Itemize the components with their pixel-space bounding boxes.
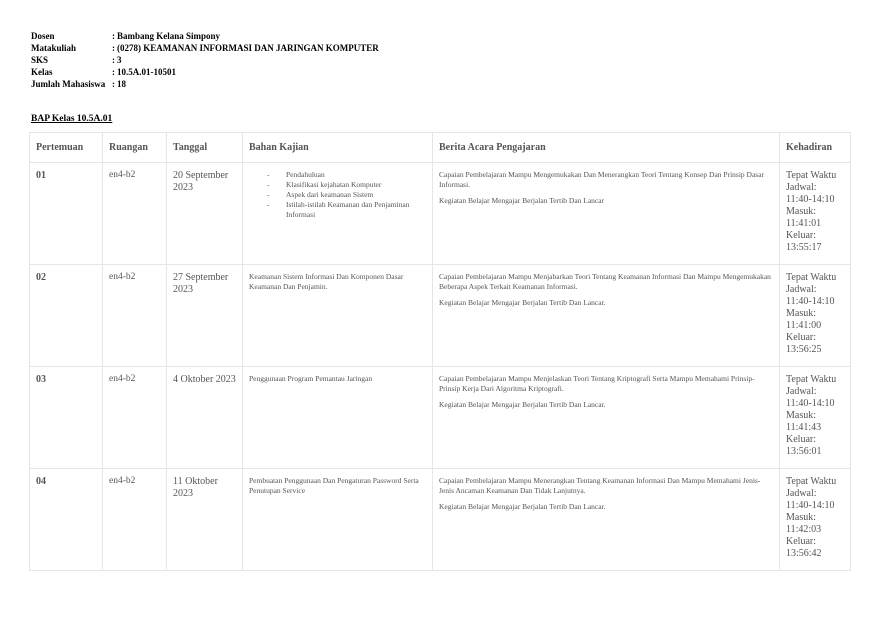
keluar-label: Keluar: [786, 230, 816, 241]
jadwal-label: Jadwal: [786, 284, 817, 295]
masuk-value: 11:41:00 [786, 320, 822, 331]
keluar-label: Keluar: [786, 332, 816, 343]
tanggal-cell: 20 September 2023 [167, 163, 243, 265]
berita-cell [433, 367, 780, 469]
column-header: Kehadiran [780, 133, 851, 163]
column-header: Tanggal [167, 133, 243, 163]
jadwal-value: 11:40-14:10 [786, 296, 835, 307]
keluar-value: 13:56:01 [786, 446, 822, 457]
list-item: - Klasifikasi kejahatan Komputer [267, 180, 426, 190]
keluar-value: 13:56:42 [786, 548, 822, 559]
ruangan-cell: en4-b2 [103, 265, 167, 367]
dosen-row [31, 30, 379, 42]
bahan-cell: Penggunaan Program Pemantau Jaringan [243, 367, 433, 469]
berita-capaian: Capaian Pembelajaran Mampu Mengemukakan Dan Menerangkan Teori Tentang Konsep Dan Prinsip Dasar Informasi. [439, 170, 765, 189]
berita-kegiatan: Kegiatan Belajar Mengajar Berjalan Tertib Dan Lancar. [439, 400, 606, 409]
jadwal-label: Jadwal: [786, 488, 817, 499]
jadwal-label: Jadwal: [786, 182, 817, 193]
kehadiran-cell [780, 469, 851, 571]
jumlah-value: 18 [117, 79, 126, 89]
bahan-cell: Keamanan Sistem Informasi Dan Komponen Dasar Keamanan Dan Penjamin. [243, 265, 433, 367]
tanggal-cell: 11 Oktober 2023 [167, 469, 243, 571]
matkul-value: (0278) KEAMANAN INFORMASI DAN JARINGAN KOMPUTER [117, 43, 379, 53]
dosen-label: Dosen [31, 31, 55, 41]
list-item: - Istilah-istilah Keamanan dan Penjaminan Informasi [267, 200, 426, 220]
sks-label: SKS [31, 55, 49, 65]
berita-cell [433, 469, 780, 571]
berita-capaian: Capaian Pembelajaran Mampu Menjelaskan Teori Tentang Kriptografi Serta Mampu Memahami Prinsip-Prinsip Kerja Dari Algoritma Kriptografi. [439, 374, 755, 393]
table-row [30, 265, 851, 367]
kelas-label: Kelas [31, 67, 53, 77]
kehadiran-status: Tepat Waktu [786, 170, 837, 181]
pertemuan-cell: 03 [30, 367, 103, 469]
tanggal-cell: 27 September 2023 [167, 265, 243, 367]
list-item: - Aspek dari keamanan Sistem [267, 190, 426, 200]
jadwal-value: 11:40-14:10 [786, 194, 835, 205]
berita-kegiatan: Kegiatan Belajar Mengajar Berjalan Tertib Dan Lancar. [439, 502, 606, 511]
list-item: - Pendahuluan [267, 170, 426, 180]
kehadiran-cell [780, 367, 851, 469]
kehadiran-status: Tepat Waktu [786, 374, 837, 385]
kehadiran-status: Tepat Waktu [786, 272, 837, 283]
berita-kegiatan: Kegiatan Belajar Mengajar Berjalan Tertib Dan Lancar [439, 196, 605, 205]
ruangan-cell: en4-b2 [103, 367, 167, 469]
section-title: BAP Kelas 10.5A.01 [31, 114, 113, 124]
course-info [31, 30, 379, 90]
sks-row [31, 54, 379, 66]
jumlah-row [31, 78, 379, 90]
dosen-value: Bambang Kelana Simpony [117, 31, 221, 41]
jadwal-value: 11:40-14:10 [786, 500, 835, 511]
bahan-list [249, 170, 426, 220]
pertemuan-cell: 02 [30, 265, 103, 367]
tanggal-cell: 4 Oktober 2023 [167, 367, 243, 469]
table-row [30, 367, 851, 469]
keluar-label: Keluar: [786, 536, 816, 547]
bap-table [29, 132, 851, 571]
separator: : [112, 55, 115, 65]
berita-cell [433, 163, 780, 265]
separator: : [112, 43, 115, 53]
masuk-value: 11:41:43 [786, 422, 822, 433]
bahan-cell [243, 163, 433, 265]
column-header: Pertemuan [30, 133, 103, 163]
kehadiran-cell [780, 163, 851, 265]
berita-capaian: Capaian Pembelajaran Mampu Menerangkan Tentang Keamanan Informasi Dan Mampu Memahami Jenis-Jenis Ancaman Keamanan Dan Tidak Lanjutnya. [439, 476, 761, 495]
ruangan-cell: en4-b2 [103, 469, 167, 571]
kehadiran-status: Tepat Waktu [786, 476, 837, 487]
masuk-label: Masuk: [786, 308, 816, 319]
pertemuan-cell: 01 [30, 163, 103, 265]
kelas-value: 10.5A.01-10501 [117, 67, 176, 77]
masuk-label: Masuk: [786, 512, 816, 523]
berita-capaian: Capaian Pembelajaran Mampu Menjabarkan Teori Tentang Keamanan Informasi Dan Mampu Mengemukakan Beberapa Aspek Terkait Keamanan Informasi. [439, 272, 771, 291]
masuk-value: 11:41:01 [786, 218, 822, 229]
kehadiran-cell [780, 265, 851, 367]
bahan-cell: Pembuatan Penggunaan Dan Pengaturan Password Serta Penutupan Service [243, 469, 433, 571]
column-header: Berita Acara Pengajaran [433, 133, 780, 163]
table-row [30, 163, 851, 265]
matkul-row [31, 42, 379, 54]
separator: : [112, 31, 115, 41]
matkul-label: Matakuliah [31, 43, 77, 53]
separator: : [112, 67, 115, 77]
pertemuan-cell: 04 [30, 469, 103, 571]
keluar-value: 13:56:25 [786, 344, 822, 355]
ruangan-cell: en4-b2 [103, 163, 167, 265]
table-row [30, 469, 851, 571]
column-header: Bahan Kajian [243, 133, 433, 163]
masuk-value: 11:42:03 [786, 524, 822, 535]
separator: : [112, 79, 115, 89]
jadwal-value: 11:40-14:10 [786, 398, 835, 409]
jadwal-label: Jadwal: [786, 386, 817, 397]
masuk-label: Masuk: [786, 206, 816, 217]
kelas-row [31, 66, 379, 78]
berita-kegiatan: Kegiatan Belajar Mengajar Berjalan Tertib Dan Lancar. [439, 298, 606, 307]
sks-value: 3 [117, 55, 122, 65]
masuk-label: Masuk: [786, 410, 816, 421]
jumlah-label: Jumlah Mahasiswa [31, 79, 106, 89]
column-header: Ruangan [103, 133, 167, 163]
keluar-value: 13:55:17 [786, 242, 822, 253]
berita-cell [433, 265, 780, 367]
keluar-label: Keluar: [786, 434, 816, 445]
table-header-row [30, 133, 851, 163]
